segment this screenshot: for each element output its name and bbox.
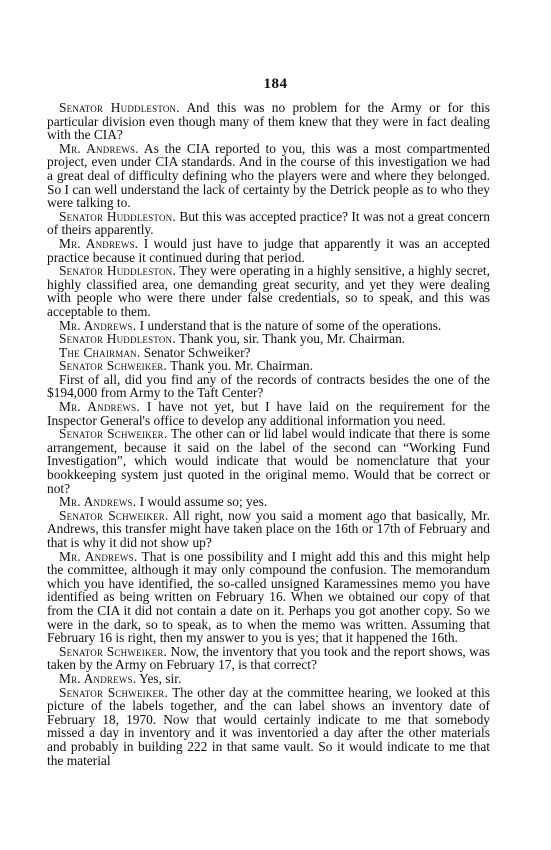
paragraph-text: Thank you, sir. Thank you, Mr. Chairman. — [175, 331, 406, 347]
transcript-paragraph — [47, 332, 490, 346]
transcript-paragraph — [47, 264, 490, 318]
paragraph-text: Yes, sir. — [136, 670, 182, 686]
speaker-name: Senator Schweiker. — [59, 358, 168, 374]
speaker-name: Mr. Andrews. — [59, 670, 137, 686]
speaker-name: Senator Schweiker. — [59, 643, 168, 659]
speaker-name: Mr. Andrews. — [59, 317, 137, 333]
paragraph-text: I would assume so; yes. — [136, 494, 268, 510]
transcript-body — [47, 101, 490, 767]
speaker-name: Senator Schweiker. — [59, 426, 168, 442]
speaker-name: Mr. Andrews. — [59, 399, 140, 415]
paragraph-text: That is one possibility and I might add this and this might help the committee, although it may only compound the confusion. The memorandum which you have identified, the so-called unsigned Karamessines memo you have identified as being written on February 16. When we obtained our copy of that from the CIA it did not contain a date on it. Perhaps you got another copy. So we were in the dark, so to speak, as to when the memo was written. Assuming that February 16 is right, then my answer to you is yes; that it happened the 16th. — [47, 548, 490, 646]
speaker-name: Mr. Andrews. — [59, 494, 137, 510]
paragraph-text: The other can or lid label would indicate that there is some arrangement, because it said on the label of the second can “Working Fund Investigation”, which would indicate that would be nomenclature that your bookkeeping system just quoted in the original memo. Would that be correct or not? — [47, 426, 490, 496]
transcript-paragraph — [47, 319, 490, 333]
speaker-name: Mr. Andrews. — [59, 140, 139, 156]
transcript-paragraph — [47, 509, 490, 550]
transcript-paragraph — [47, 210, 490, 237]
transcript-paragraph — [47, 400, 490, 427]
paragraph-text: They were operating in a highly sensitive, a highly secret, highly classified area, one demanding great security, and yet they were dealing with people who were there under false credentials, so to speak, and this was acceptable to them. — [47, 263, 490, 319]
transcript-paragraph — [47, 427, 490, 495]
transcript-paragraph — [47, 672, 490, 686]
transcript-paragraph — [47, 359, 490, 373]
speaker-name: Senator Schweiker. — [59, 684, 168, 700]
transcript-paragraph — [47, 550, 490, 645]
transcript-paragraph — [47, 686, 490, 768]
speaker-name: Mr. Andrews. — [59, 548, 138, 564]
paragraph-text: Senator Schweiker? — [140, 344, 251, 360]
speaker-name: Senator Schweiker. — [59, 507, 169, 523]
transcript-paragraph — [47, 101, 490, 142]
speaker-name: Senator Huddleston. — [59, 208, 176, 224]
paragraph-text: All right, now you said a moment ago that basically, Mr. Andrews, this transfer might have taken place on the 16th or 17th of February and that is why it did not show up? — [47, 507, 490, 550]
transcript-paragraph — [47, 237, 490, 264]
paragraph-text: First of all, did you find any of the records of contracts besides the one of the $194,000 from Army to the Taft Center? — [47, 371, 490, 401]
paragraph-text: Thank you. Mr. Chairman. — [167, 358, 313, 374]
paragraph-text: Now, the inventory that you took and the report shows, was taken by the Army on February 17, is that correct? — [47, 643, 490, 673]
speaker-name: Mr. Andrews. — [59, 235, 139, 251]
transcript-paragraph — [47, 645, 490, 672]
transcript-paragraph — [47, 495, 490, 509]
speaker-name: Senator Huddleston. — [59, 100, 180, 115]
paragraph-text: And this was no problem for the Army or for this particular division even though many of them knew that they were in fact dealing with the CIA? — [47, 100, 490, 143]
paragraph-text: I have not yet, but I have laid on the requirement for the Inspector General's office to develop any additional information you need. — [47, 399, 490, 428]
speaker-name: Senator Huddleston. — [59, 263, 176, 279]
paragraph-text: But this was accepted practice? It was not a great concern of theirs apparently. — [47, 208, 490, 238]
paragraph-text: The other day at the committee hearing, we looked at this picture of the labels together, and the can label shows an inventory date of February 18, 1970. Now that would certainly indicate to me that somebody missed a day in inventory and it was inventoried a day after the other materials and probably in building 222 in that same vault. So it would indicate to me that the material — [47, 684, 491, 768]
speaker-name: Senator Huddleston. — [59, 331, 176, 347]
transcript-paragraph — [47, 142, 490, 210]
speaker-name: The Chairman. — [59, 344, 141, 360]
transcript-paragraph — [47, 346, 490, 360]
transcript-paragraph — [47, 373, 490, 400]
paragraph-text: I understand that is the nature of some of the operations. — [136, 317, 442, 333]
page-number: 184 — [263, 76, 288, 92]
paragraph-text: I would just have to judge that apparently it was an accepted practice because it continued during that period. — [47, 235, 490, 265]
paragraph-text: As the CIA reported to you, this was a most compartmented project, even under CIA standards. And in the course of this investigation we had a great deal of difficulty defining who the players were and where they belonged. So I can well understand the lack of certainty by the Detrick people as to who they were talking to. — [47, 140, 490, 211]
